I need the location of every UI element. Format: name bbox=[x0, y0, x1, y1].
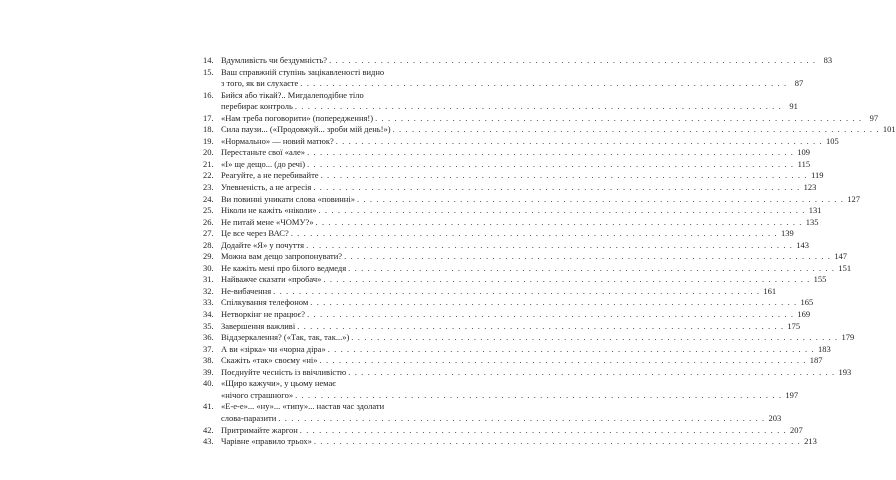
toc-dot-leader bbox=[310, 297, 797, 309]
toc-entry-number: 41. bbox=[203, 401, 214, 412]
toc-entry-line bbox=[203, 147, 811, 159]
toc-dot-leader bbox=[295, 390, 782, 402]
toc-page-number: 169 bbox=[797, 309, 811, 320]
toc-page-number: 101 bbox=[882, 124, 896, 135]
toc-page-number: 203 bbox=[768, 412, 782, 423]
toc-entry bbox=[203, 366, 852, 379]
toc-entry-line bbox=[203, 320, 801, 333]
toc-entry-line bbox=[203, 378, 432, 390]
toc-entry-line bbox=[203, 239, 810, 252]
toc-entry-title: Завершення важливі bbox=[221, 320, 296, 331]
toc-dot-leader bbox=[336, 136, 823, 148]
toc-entry bbox=[203, 424, 803, 437]
toc-entry bbox=[203, 436, 817, 448]
toc-entry-line bbox=[203, 67, 432, 79]
toc-entry bbox=[203, 274, 827, 286]
toc-entry-title: Ніколи не кажіть «ніколи» bbox=[221, 205, 317, 216]
toc-dot-leader bbox=[323, 274, 810, 286]
toc-dot-leader bbox=[313, 182, 800, 194]
toc-entry bbox=[203, 89, 798, 113]
toc-dot-leader bbox=[307, 147, 794, 159]
toc-page-number: 119 bbox=[811, 170, 824, 181]
toc-entry bbox=[203, 135, 839, 148]
toc-entry-line bbox=[203, 274, 827, 286]
toc-entry-title: Бийся або тікай?.. Мигдалеподібне тіло bbox=[221, 89, 364, 100]
toc-entry-number: 33. bbox=[203, 297, 214, 308]
toc-entry-line bbox=[203, 355, 823, 367]
toc-entry-title: Притримайте жаргон bbox=[221, 424, 298, 435]
toc-entry-line bbox=[203, 112, 879, 125]
toc-page-number: 139 bbox=[780, 228, 794, 239]
toc-entry-line bbox=[203, 424, 803, 437]
toc-entry-number: 37. bbox=[203, 343, 214, 354]
toc-entry-number: 23. bbox=[203, 182, 214, 193]
toc-entry bbox=[203, 147, 811, 159]
table-of-contents bbox=[203, 55, 896, 448]
toc-entry-number: 35. bbox=[203, 320, 214, 331]
toc-dot-leader bbox=[329, 55, 816, 67]
toc-entry-title: Вдумливість чи бездумність? bbox=[221, 55, 328, 65]
toc-page-number: 175 bbox=[787, 320, 801, 331]
toc-entry-line bbox=[203, 366, 852, 379]
toc-entry-title: Ваш справжній ступінь зацікавленості видно bbox=[221, 66, 385, 77]
toc-dot-leader bbox=[314, 436, 801, 448]
toc-dot-leader bbox=[344, 251, 831, 263]
toc-page-number: 83 bbox=[823, 55, 833, 65]
toc-entry-line bbox=[203, 101, 798, 113]
toc-entry bbox=[203, 193, 860, 206]
toc-entry-title: «Нам треба поговорити» (попередження!) bbox=[221, 112, 374, 123]
toc-entry-number: 26. bbox=[203, 216, 214, 227]
toc-entry-number: 30. bbox=[203, 262, 214, 273]
toc-entry-number: 14. bbox=[203, 55, 214, 65]
toc-entry-title: слова-паразити bbox=[221, 412, 277, 423]
toc-page-number: 151 bbox=[838, 262, 852, 273]
toc-entry-line bbox=[203, 78, 804, 90]
toc-page-number: 143 bbox=[796, 239, 810, 250]
toc-page-number: 193 bbox=[838, 366, 852, 377]
toc-page-number: 147 bbox=[834, 251, 848, 262]
toc-entry-title: Не питай мене «ЧОМУ?» bbox=[221, 216, 314, 227]
toc-entry-line bbox=[203, 401, 432, 413]
toc-dot-leader bbox=[273, 286, 760, 298]
toc-entry bbox=[203, 182, 817, 194]
toc-entry-number: 17. bbox=[203, 112, 214, 123]
toc-entry-number: 38. bbox=[203, 355, 214, 366]
toc-entry bbox=[203, 355, 823, 367]
toc-entry bbox=[203, 401, 782, 424]
toc-dot-leader bbox=[348, 263, 835, 275]
toc-entry-number: 29. bbox=[203, 251, 214, 262]
toc-entry-line bbox=[203, 182, 817, 194]
toc-entry bbox=[203, 262, 852, 275]
toc-entry-line bbox=[203, 285, 777, 298]
toc-entry-line bbox=[203, 216, 819, 229]
toc-entry-number: 28. bbox=[203, 239, 214, 250]
toc-entry bbox=[203, 124, 896, 136]
toc-entry-title: «Е-е-е»... «ну»... «типу»... настав час здолати bbox=[221, 401, 385, 412]
toc-entry bbox=[203, 309, 811, 321]
toc-page-number: 131 bbox=[808, 205, 822, 216]
toc-entry-number: 19. bbox=[203, 135, 214, 146]
toc-entry-line bbox=[203, 170, 824, 182]
toc-entry-line bbox=[203, 251, 848, 263]
toc-entry bbox=[203, 251, 848, 263]
toc-entry-title: Ви повинні уникати слова «повинні» bbox=[221, 193, 355, 204]
toc-entry bbox=[203, 158, 811, 171]
toc-entry-line bbox=[203, 309, 811, 321]
toc-entry-title: Можна вам дещо запропонувати? bbox=[221, 251, 343, 262]
toc-entry-title: Найважче сказати «пробач» bbox=[221, 274, 322, 285]
toc-entry-number: 34. bbox=[203, 309, 214, 320]
toc-entry bbox=[203, 320, 801, 333]
toc-dot-leader bbox=[306, 240, 793, 252]
toc-dot-leader bbox=[300, 78, 787, 90]
toc-entry-number: 40. bbox=[203, 378, 214, 389]
toc-entry-title: Додайте «Я» у почуття bbox=[221, 239, 305, 250]
toc-entry-line bbox=[203, 332, 855, 344]
toc-page-number: 207 bbox=[790, 424, 803, 435]
toc-entry-title: Спілкування телефоном bbox=[221, 297, 309, 308]
toc-entry-line bbox=[203, 297, 814, 309]
toc-entry-title: А ви «зірка» чи «чорна діра» bbox=[221, 343, 326, 354]
toc-entry-title: «Нормально» — новий матюк? bbox=[221, 135, 334, 146]
toc-entry-line bbox=[203, 135, 839, 148]
toc-entry-title: Нетворкінг не працює? bbox=[221, 309, 306, 320]
toc-entry-line bbox=[203, 193, 860, 206]
toc-dot-leader bbox=[328, 344, 815, 356]
toc-page-number: 87 bbox=[794, 78, 804, 89]
toc-dot-leader bbox=[321, 170, 808, 182]
toc-entry bbox=[203, 297, 814, 309]
toc-dot-leader bbox=[318, 205, 805, 217]
toc-page-number: 105 bbox=[825, 135, 839, 146]
toc-entry-number: 21. bbox=[203, 158, 214, 169]
toc-entry-title: Чарівне «правило трьох» bbox=[221, 436, 312, 447]
toc-entry bbox=[203, 216, 819, 229]
toc-entry-line bbox=[203, 90, 432, 102]
toc-entry bbox=[203, 343, 831, 356]
toc-entry-title: «Щиро кажучи», у цьому немає bbox=[221, 378, 336, 389]
toc-entry-number: 15. bbox=[203, 66, 214, 77]
toc-entry-line bbox=[203, 262, 852, 275]
toc-entry-line bbox=[203, 205, 822, 217]
toc-entry-number: 16. bbox=[203, 89, 214, 100]
toc-dot-leader bbox=[295, 101, 782, 113]
toc-dot-leader bbox=[393, 124, 880, 136]
toc-page-number: 197 bbox=[785, 389, 799, 400]
toc-entry-number: 32. bbox=[203, 285, 214, 296]
toc-dot-leader bbox=[307, 309, 794, 321]
toc-entry-line bbox=[203, 412, 782, 425]
toc-entry-title: Скажіть «так» своєму «ні» bbox=[221, 355, 318, 366]
toc-entry-title: Упевненість, а не агресія bbox=[221, 182, 312, 193]
toc-entry-title: Реагуйте, а не перебивайте bbox=[221, 170, 319, 181]
toc-entry bbox=[203, 239, 810, 252]
toc-entry-line bbox=[203, 389, 799, 402]
toc-entry-line bbox=[203, 343, 831, 356]
toc-page-number: 115 bbox=[797, 158, 811, 169]
toc-page-number: 109 bbox=[797, 147, 811, 158]
toc-entry bbox=[203, 205, 822, 217]
toc-entry-title: «нічого страшного» bbox=[221, 389, 294, 400]
toc-entry-number: 36. bbox=[203, 332, 214, 343]
toc-page-number: 165 bbox=[800, 297, 814, 308]
toc-page-number: 183 bbox=[817, 343, 831, 354]
toc-dot-leader bbox=[278, 413, 765, 425]
toc-page-number: 179 bbox=[841, 332, 855, 343]
toc-page-number: 91 bbox=[789, 101, 798, 112]
toc-page-number: 187 bbox=[809, 355, 823, 366]
toc-entry-line bbox=[203, 124, 896, 136]
toc-dot-leader bbox=[375, 113, 862, 125]
toc-entry-title: з того, як ви слухаєте bbox=[221, 78, 299, 89]
toc-entry bbox=[203, 55, 833, 67]
toc-entry-line bbox=[203, 228, 794, 240]
toc-entry bbox=[203, 285, 777, 298]
toc-dot-leader bbox=[300, 425, 787, 437]
toc-entry-number: 42. bbox=[203, 424, 214, 435]
toc-dot-leader bbox=[351, 332, 838, 344]
toc-entry-title: Це все через ВАС? bbox=[221, 228, 289, 239]
toc-entry-title: «І» ще дещо... (до речі) bbox=[221, 158, 306, 169]
toc-entry-number: 22. bbox=[203, 170, 214, 181]
toc-dot-leader bbox=[348, 367, 835, 379]
toc-entry-line bbox=[203, 436, 817, 448]
toc-entry bbox=[203, 228, 794, 240]
toc-entry-title: Перестаньте свої «але» bbox=[221, 147, 306, 158]
toc-entry bbox=[203, 66, 804, 90]
toc-page-number: 155 bbox=[813, 274, 827, 285]
toc-dot-leader bbox=[316, 217, 803, 229]
toc-entry-title: Сила паузи... («Продовжуй... зроби мій день!») bbox=[221, 124, 391, 135]
toc-page-number: 97 bbox=[869, 112, 879, 123]
toc-entry-number: 43. bbox=[203, 436, 214, 447]
toc-entry-number: 31. bbox=[203, 274, 214, 285]
toc-page-number: 135 bbox=[805, 216, 819, 227]
toc-entry-number: 39. bbox=[203, 366, 214, 377]
toc-entry bbox=[203, 332, 855, 344]
toc-page-number: 123 bbox=[803, 182, 817, 193]
toc-dot-leader bbox=[297, 321, 784, 333]
toc-entry-number: 24. bbox=[203, 193, 214, 204]
toc-entry bbox=[203, 378, 799, 401]
toc-entry bbox=[203, 112, 879, 125]
toc-dot-leader bbox=[291, 228, 778, 240]
toc-page-number: 127 bbox=[847, 193, 860, 204]
toc-entry-number: 20. bbox=[203, 147, 214, 158]
toc-entry-title: перебирає контроль bbox=[221, 101, 293, 112]
toc-entry-number: 25. bbox=[203, 205, 214, 216]
toc-page-number: 213 bbox=[804, 436, 817, 447]
toc-entry-title: Поєднуйте чесність із ввічливістю bbox=[221, 366, 347, 377]
toc-entry-line bbox=[203, 55, 833, 67]
toc-dot-leader bbox=[307, 159, 794, 171]
toc-entry-title: Не-вибачення bbox=[221, 285, 272, 296]
toc-entry-title: Не кажіть мені про білого ведмедя bbox=[221, 262, 347, 273]
toc-entry-number: 18. bbox=[203, 124, 214, 135]
toc-dot-leader bbox=[320, 355, 807, 367]
toc-page-number: 161 bbox=[763, 285, 777, 296]
toc-entry-number: 27. bbox=[203, 228, 214, 239]
toc-entry bbox=[203, 170, 824, 182]
toc-entry-title: Віддзеркалення? («Так, так, так...») bbox=[221, 332, 350, 343]
toc-entry-line bbox=[203, 158, 811, 171]
toc-dot-leader bbox=[357, 194, 844, 206]
